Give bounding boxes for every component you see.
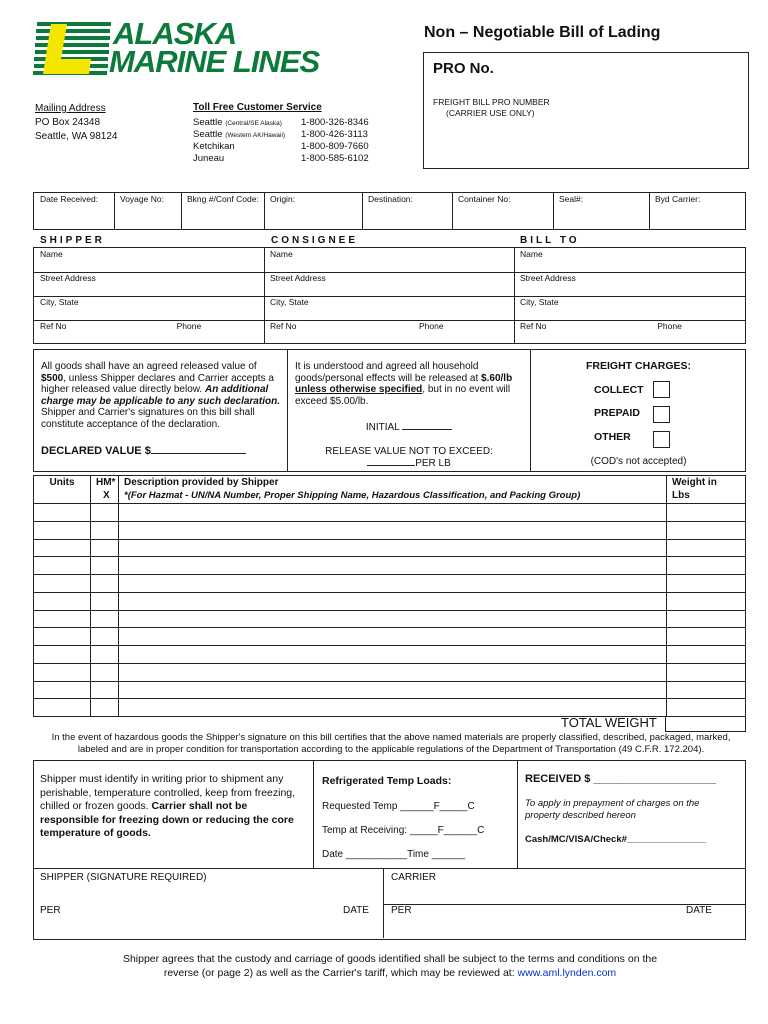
item-row-line: [34, 556, 745, 557]
items-table: [33, 475, 746, 717]
header-field[interactable]: Date Received:: [40, 194, 99, 204]
total-weight-field[interactable]: [665, 716, 746, 732]
billto-ref-field[interactable]: Ref No: [520, 321, 547, 331]
weight-header-2: Lbs: [672, 490, 690, 501]
units-header: Units: [49, 477, 75, 488]
other-label: OTHER: [594, 431, 631, 443]
initial-field[interactable]: [288, 422, 530, 433]
declared-value-field[interactable]: [41, 445, 246, 457]
release-value-field[interactable]: [288, 458, 530, 469]
mailing-line1: PO Box 24348: [35, 117, 101, 128]
billto-phone-field[interactable]: Phone: [657, 321, 682, 331]
header-field[interactable]: Byd Carrier:: [655, 194, 701, 204]
item-row-line: [34, 627, 745, 628]
billto-heading: BILL TO: [520, 235, 580, 246]
perishable-p1: Shipper must identify in writing prior to shipment any perishable, temperature controlled, keep from freezing, chilled or frozen goods.: [40, 773, 296, 812]
perishable-p2: Carrier shall not be responsible for freezing down or reducing the core temperature of goods.: [40, 800, 294, 839]
received-note: To apply in prepayment of charges on the property described hereon: [525, 798, 700, 821]
shipper-per-label[interactable]: PER: [40, 905, 61, 916]
header-field[interactable]: Container No:: [458, 194, 511, 204]
shipper-date-label[interactable]: DATE: [343, 905, 369, 916]
region-note: (Central/SE Alaska): [225, 120, 282, 127]
requested-temp-field[interactable]: Requested Temp ______F_____C: [322, 801, 475, 812]
tariff-link[interactable]: www.aml.lynden.com: [517, 967, 617, 979]
toll-free-row: [193, 141, 383, 153]
item-row-line: [34, 681, 745, 682]
region-note: (Western AK/Hawaii): [225, 132, 286, 139]
collect-checkbox[interactable]: [653, 381, 670, 398]
carrier-date-label[interactable]: DATE: [686, 905, 712, 916]
toll-free-row: [193, 117, 383, 129]
per-lb-label: PER LB: [415, 458, 451, 469]
receiving-temp-field[interactable]: Temp at Receiving: _____F______C: [322, 825, 485, 836]
item-row-line: [34, 698, 745, 699]
pro-number-box[interactable]: [423, 52, 749, 169]
phone: 1-800-426-3113: [301, 129, 368, 140]
pro-label: PRO No.: [433, 60, 494, 77]
city: Ketchikan: [193, 141, 235, 152]
household-p2: $.60/lb: [481, 372, 513, 384]
cod-note: (COD's not accepted): [590, 456, 687, 467]
declared-p4: An additional charge may be applicable to any such declaration.: [41, 384, 280, 407]
item-row-line: [34, 521, 745, 522]
received-field[interactable]: RECEIVED $ ____________________: [525, 773, 716, 785]
item-row-line: [34, 539, 745, 540]
declared-value-label: DECLARED VALUE $: [41, 445, 151, 457]
phone: 1-800-809-7660: [301, 141, 369, 152]
logo-line1: ALASKA: [113, 16, 237, 51]
freight-charges-title: FREIGHT CHARGES:: [586, 360, 691, 372]
item-row-line: [34, 610, 745, 611]
declared-value-block: [33, 349, 746, 472]
prepaid-label: PREPAID: [594, 407, 640, 419]
date-time-field[interactable]: Date ___________Time ______: [322, 849, 466, 860]
item-row-line: [34, 592, 745, 593]
perishable-block: [33, 760, 746, 869]
household-p3: unless otherwise specified: [295, 384, 423, 395]
shipper-name-field[interactable]: Name: [40, 249, 63, 259]
shipment-header-row: [33, 192, 746, 230]
prepaid-checkbox[interactable]: [653, 406, 670, 423]
header-field[interactable]: Bkng #/Conf Code:: [187, 194, 259, 204]
hm-header: HM*: [96, 477, 116, 488]
billto-name-field[interactable]: Name: [520, 249, 543, 259]
hm-x-header: X: [103, 490, 110, 501]
logo-line2: MARINE LINES: [109, 44, 320, 79]
declared-p2: $500: [41, 372, 64, 384]
toll-free-row: [193, 153, 383, 165]
declared-text: [41, 361, 281, 430]
toll-free-service: [193, 102, 383, 165]
collect-label: COLLECT: [594, 384, 644, 396]
pro-sub1: FREIGHT BILL PRO NUMBER: [433, 97, 550, 107]
other-checkbox[interactable]: [653, 431, 670, 448]
header-field[interactable]: Origin:: [270, 194, 296, 204]
signature-block: [33, 868, 746, 940]
household-p4: , but in no event will exceed $5.00/lb.: [295, 384, 511, 407]
item-row-line: [34, 645, 745, 646]
consignee-ref-field[interactable]: Ref No: [270, 321, 297, 331]
weight-header: Weight in: [672, 477, 717, 488]
item-row-line: [34, 663, 745, 664]
hazard-certification: In the event of hazardous goods the Shipper's signature on this bill certifies that the above named materials are properly classified, described, packaged, marked, labeled and are in proper condition for transportation according to the applicable regulations of the Department of Transportation (49 C.F.R. 172.204).: [51, 732, 731, 755]
declared-p5: Shipper and Carrier's signatures on this bill shall constitute acceptance of the declaration.: [41, 407, 255, 430]
company-logo: [33, 16, 333, 79]
household-p1: It is understood and agreed all household goods/personal effects will be released at: [295, 361, 479, 384]
carrier-per-label[interactable]: PER: [391, 905, 412, 916]
shipper-ref-field[interactable]: Ref No: [40, 321, 67, 331]
shipper-phone-field[interactable]: Phone: [176, 321, 202, 331]
perishable-text: [40, 773, 308, 841]
header-field[interactable]: Destination:: [368, 194, 413, 204]
header-field[interactable]: Seal#:: [559, 194, 584, 204]
shipper-street-field[interactable]: Street Address: [40, 273, 96, 283]
shipper-heading: SHIPPER: [40, 235, 105, 246]
consignee-heading: CONSIGNEE: [271, 235, 359, 246]
consignee-city-field[interactable]: City, State: [270, 297, 309, 307]
mailing-address: [35, 102, 117, 144]
toll-free-row: [193, 129, 383, 141]
shipper-signature-label[interactable]: SHIPPER (SIGNATURE REQUIRED): [40, 872, 207, 883]
city: Seattle: [193, 117, 223, 128]
terms-footer: [60, 952, 720, 980]
billto-street-field[interactable]: Street Address: [520, 273, 576, 283]
item-row-line: [34, 574, 745, 575]
phone: 1-800-326-8346: [301, 117, 369, 128]
logo-mark-icon: [33, 22, 113, 78]
mailing-heading: Mailing Address: [35, 103, 106, 114]
footer-line2: reverse (or page 2) as well as the Carrier's tariff, which may be reviewed at:: [163, 967, 518, 979]
consignee-street-field[interactable]: Street Address: [270, 273, 326, 283]
consignee-name-field[interactable]: Name: [270, 249, 293, 259]
shipper-city-field[interactable]: City, State: [40, 297, 79, 307]
carrier-signature-label[interactable]: CARRIER: [391, 872, 437, 883]
pro-sub2: (CARRIER USE ONLY): [446, 108, 535, 118]
description-note: *(For Hazmat - UN/NA Number, Proper Shipping Name, Hazardous Classification, and Packing Group): [124, 490, 581, 501]
city: Seattle: [193, 129, 223, 140]
reefer-title: Refrigerated Temp Loads:: [322, 775, 452, 787]
billto-city-field[interactable]: City, State: [520, 297, 559, 307]
payment-method-field[interactable]: Cash/MC/VISA/Check#_______________: [525, 834, 707, 845]
total-weight-label: TOTAL WEIGHT: [561, 715, 657, 730]
household-text: [295, 361, 520, 407]
document-title: Non – Negotiable Bill of Lading: [424, 24, 661, 41]
footer-line1: Shipper agrees that the custody and carriage of goods identified shall be subject to the terms and conditions on the: [122, 953, 658, 965]
declared-p1: All goods shall have an agreed released value of: [41, 361, 257, 372]
mailing-line2: Seattle, WA 98124: [35, 131, 118, 142]
item-row-line: [34, 503, 745, 504]
toll-free-heading: Toll Free Customer Service: [193, 102, 322, 113]
city: Juneau: [193, 153, 225, 164]
header-field[interactable]: Voyage No:: [120, 194, 164, 204]
description-header: Description provided by Shipper: [124, 477, 279, 488]
parties-grid: [33, 247, 746, 344]
declared-p3: , unless Shipper declares and Carrier accepts a higher released value directly below.: [41, 372, 274, 395]
consignee-phone-field[interactable]: Phone: [419, 321, 444, 331]
phone: 1-800-585-6102: [301, 153, 369, 164]
initial-label: INITIAL: [365, 422, 400, 433]
release-value-label: RELEASE VALUE NOT TO EXCEED:: [325, 446, 493, 457]
